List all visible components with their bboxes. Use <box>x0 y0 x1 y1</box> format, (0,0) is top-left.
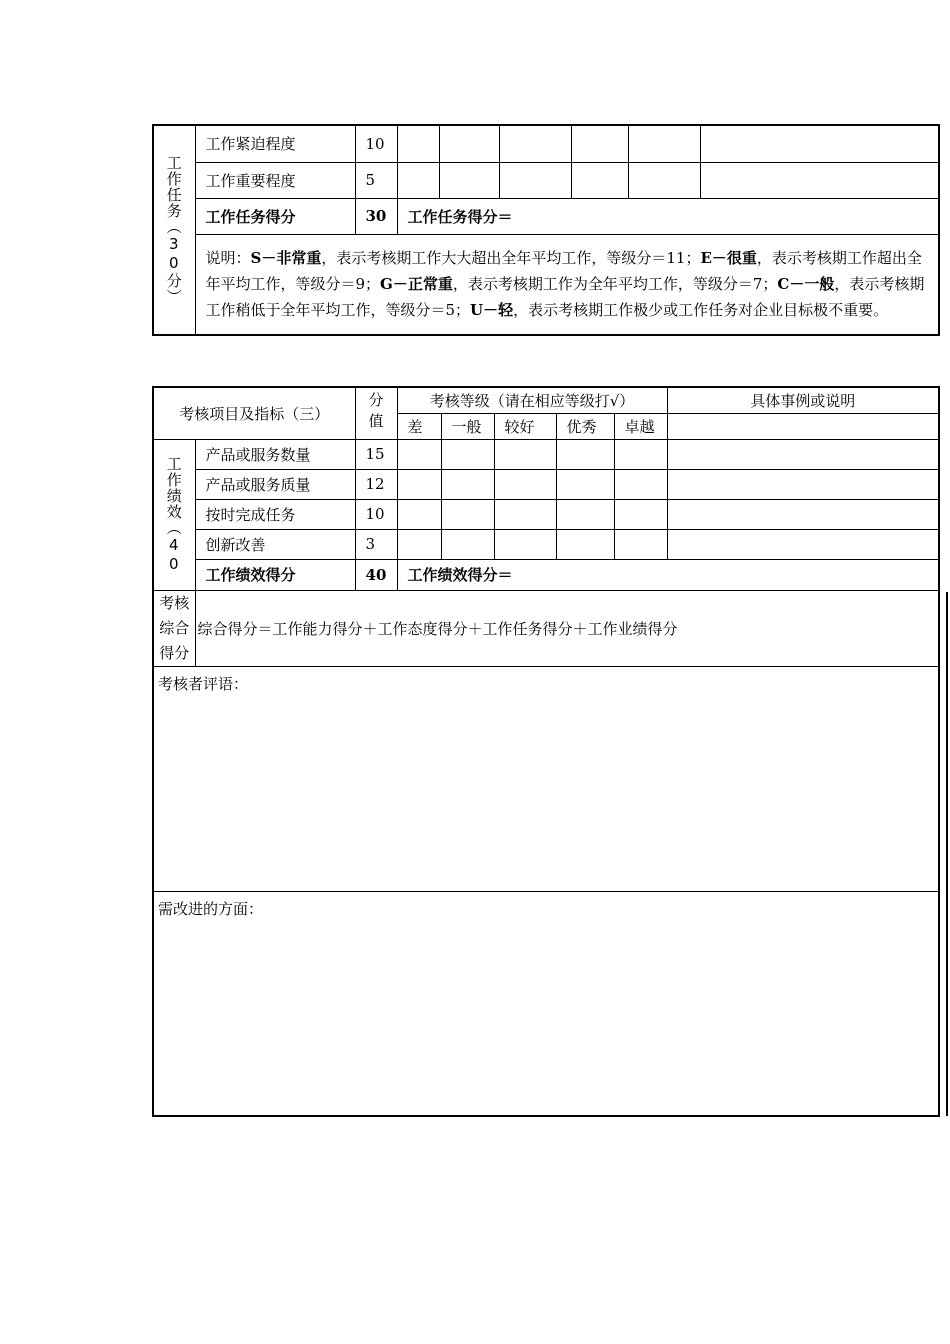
perf-row-score: 10 <box>355 499 397 529</box>
summary-formula: 综合得分＝工作能力得分＋工作态度得分＋工作任务得分＋工作业绩得分 <box>195 590 939 666</box>
grade-header-outstanding: 卓越 <box>614 413 667 439</box>
grade-cell[interactable] <box>494 529 556 559</box>
grade-cell[interactable] <box>397 162 439 198</box>
grade-cell[interactable] <box>556 439 614 469</box>
task-total-label: 工作任务得分 <box>195 198 355 234</box>
grade-header-poor: 差 <box>397 413 441 439</box>
perf-row-score: 3 <box>355 529 397 559</box>
perf-row-label: 创新改善 <box>195 529 355 559</box>
note-e-level: E－很重 <box>700 249 757 268</box>
header-desc: 具体事例或说明 <box>667 387 939 413</box>
desc-cell[interactable] <box>667 469 939 499</box>
grade-cell[interactable] <box>439 162 499 198</box>
note-s-desc: ，表示考核期工作大大超出全年平均工作，等级分＝11； <box>321 249 701 268</box>
grade-cell[interactable] <box>556 469 614 499</box>
grade-cell[interactable] <box>397 469 441 499</box>
task-explanation-note <box>195 234 939 335</box>
desc-cell[interactable] <box>667 439 939 469</box>
work-performance-table <box>152 386 940 1117</box>
perf-total-score: 40 <box>355 559 397 590</box>
note-g-desc: ，表示考核期工作为全年平均工作，等级分＝7； <box>452 275 778 294</box>
perf-row-label: 产品或服务质量 <box>195 469 355 499</box>
perf-row-label: 产品或服务数量 <box>195 439 355 469</box>
desc-cell[interactable] <box>700 162 939 198</box>
work-task-table <box>152 124 940 336</box>
grade-cell[interactable] <box>571 162 628 198</box>
grade-header-excellent: 优秀 <box>556 413 614 439</box>
work-task-side-label: 工作任务（30分） <box>153 125 195 335</box>
grade-cell[interactable] <box>556 529 614 559</box>
grade-header-good: 较好 <box>494 413 556 439</box>
grade-header-average: 一般 <box>441 413 494 439</box>
desc-cell[interactable] <box>667 499 939 529</box>
grade-cell[interactable] <box>397 529 441 559</box>
perf-total-formula[interactable]: 工作绩效得分＝ <box>397 559 939 590</box>
note-u-level: U－轻 <box>470 301 514 320</box>
grade-cell[interactable] <box>441 469 494 499</box>
work-performance-side-label: 工作绩效（40 <box>153 439 195 590</box>
grade-cell[interactable] <box>614 439 667 469</box>
grade-cell[interactable] <box>571 125 628 162</box>
grade-cell[interactable] <box>499 125 571 162</box>
grade-cell[interactable] <box>556 499 614 529</box>
grade-cell[interactable] <box>628 125 700 162</box>
task-row-label: 工作紧迫程度 <box>195 125 355 162</box>
perf-row-label: 按时完成任务 <box>195 499 355 529</box>
header-score: 分值 <box>355 387 397 439</box>
note-prefix: 说明： <box>205 249 251 268</box>
perf-row-score: 12 <box>355 469 397 499</box>
grade-cell[interactable] <box>614 499 667 529</box>
header-grade: 考核等级（请在相应等级打√） <box>397 387 667 413</box>
grade-cell[interactable] <box>441 529 494 559</box>
header-item: 考核项目及指标（三） <box>153 387 355 439</box>
note-e-desc: ，表示考核期工作超出全年平均工作，等级分＝9； <box>205 249 922 294</box>
grade-cell[interactable] <box>397 125 439 162</box>
grade-cell[interactable] <box>397 499 441 529</box>
grade-cell[interactable] <box>499 162 571 198</box>
improvement-box[interactable] <box>153 891 939 1116</box>
note-g-level: G－正常重 <box>380 275 453 294</box>
perf-row-score: 15 <box>355 439 397 469</box>
improvement-label: 需改进的方面： <box>158 899 264 918</box>
perf-total-label: 工作绩效得分 <box>195 559 355 590</box>
grade-cell[interactable] <box>494 439 556 469</box>
task-total-formula[interactable]: 工作任务得分＝ <box>397 198 939 234</box>
reviewer-comment-label: 考核者评语： <box>158 674 249 693</box>
task-row-score: 10 <box>355 125 397 162</box>
grade-cell[interactable] <box>614 469 667 499</box>
desc-cell[interactable] <box>700 125 939 162</box>
grade-cell[interactable] <box>441 439 494 469</box>
task-row-label: 工作重要程度 <box>195 162 355 198</box>
grade-cell[interactable] <box>494 499 556 529</box>
reviewer-comment-box[interactable] <box>153 666 939 891</box>
note-s-level: S－非常重 <box>250 249 322 268</box>
note-u-desc: ，表示考核期工作极少或工作任务对企业目标极不重要。 <box>513 301 889 320</box>
note-c-level: C－一般 <box>777 275 835 294</box>
task-total-score: 30 <box>355 198 397 234</box>
grade-cell[interactable] <box>614 529 667 559</box>
desc-header-blank <box>667 413 939 439</box>
grade-cell[interactable] <box>494 469 556 499</box>
note-c-desc: ，表示考核期工作稍低于全年平均工作，等级分＝5； <box>205 275 925 320</box>
grade-cell[interactable] <box>628 162 700 198</box>
grade-cell[interactable] <box>439 125 499 162</box>
grade-cell[interactable] <box>397 439 441 469</box>
task-row-score: 5 <box>355 162 397 198</box>
grade-cell[interactable] <box>441 499 494 529</box>
margin-divider-line <box>946 592 948 1116</box>
desc-cell[interactable] <box>667 529 939 559</box>
summary-label: 考核综合得分 <box>153 590 195 666</box>
